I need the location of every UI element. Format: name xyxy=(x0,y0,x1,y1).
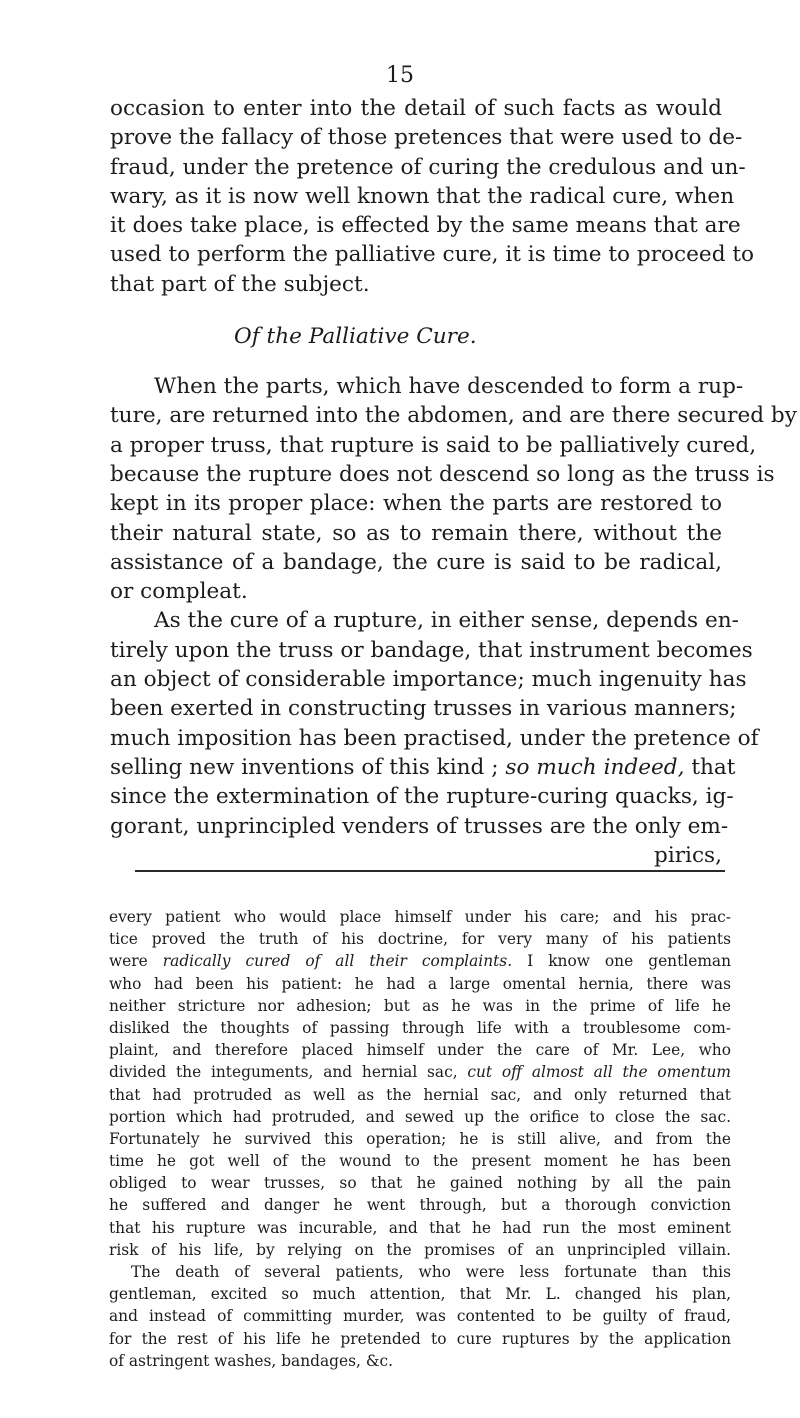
footnote-line: who had been his patient: he had a large omental hernia, there was xyxy=(109,974,731,993)
text-line: When the parts, which have descended to form a rup- xyxy=(154,374,744,400)
text-line: kept in its proper place: when the parts are restored to xyxy=(110,491,722,517)
footnote-line: obliged to wear trusses, so that he gained nothing by all the pain xyxy=(109,1174,731,1193)
text-line: fraud, under the pretence of curing the credulous and un- xyxy=(110,154,746,180)
footnote-line: that his rupture was incurable, and that he had run the most eminent xyxy=(109,1218,731,1237)
text-line: an object of considerable importance; much ingenuity has xyxy=(110,667,747,693)
page-number: 15 xyxy=(386,63,414,88)
footnote-line: portion which had protruded, and sewed up the orifice to close the sac. xyxy=(109,1107,731,1126)
footnote-line: he suffered and danger he went through, but a thorough conviction xyxy=(109,1196,731,1215)
text-line: used to perform the palliative cure, it is time to proceed to xyxy=(110,242,755,268)
footnote-line: time he got well of the wound to the present moment he has been xyxy=(109,1152,731,1171)
italic-emphasis: so much indeed, xyxy=(505,754,685,780)
footnote-line-with-italic xyxy=(109,1061,731,1083)
footnote-line-with-italic xyxy=(109,950,731,972)
section-heading: Of the Palliative Cure. xyxy=(234,324,477,350)
footnote-line: Fortunately he survived this operation; he is still alive, and from the xyxy=(109,1129,731,1148)
footnote-line: every patient who would place himself under his care; and his prac- xyxy=(109,908,731,926)
text-line: been exerted in constructing trusses in various manners; xyxy=(110,696,737,722)
footnote-line: that had protruded as well as the hernial sac, and only returned that xyxy=(109,1085,731,1104)
text-line: or compleat. xyxy=(110,579,248,605)
paragraph-truss-importance xyxy=(110,606,759,870)
text-line: prove the fallacy of those pretences that were used to de- xyxy=(110,125,743,151)
footnote-line: plaint, and therefore placed himself under the care of Mr. Lee, who xyxy=(109,1041,731,1060)
footnote-divider xyxy=(135,870,725,872)
text-line: gorant, unprincipled venders of trusses are the only em- xyxy=(110,813,729,839)
footnote xyxy=(109,906,731,1372)
text-line-with-italic xyxy=(110,753,736,782)
text-line: much imposition has been practised, under the pretence of xyxy=(110,725,759,751)
text-line: ture, are returned into the abdomen, and are there secured by xyxy=(110,403,797,429)
text-line: because the rupture does not descend so long as the truss is xyxy=(110,461,775,487)
footnote-line: for the rest of his life he pretended to cure ruptures by the application xyxy=(109,1329,731,1348)
italic-emphasis: cut off almost all the omentum xyxy=(467,1063,731,1082)
text-run: divided the integuments, and hernial sac, xyxy=(109,1063,468,1082)
footnote-line: of astringent washes, bandages, &c. xyxy=(109,1351,394,1370)
footnote-line: risk of his life, by relying on the promises of an unprincipled villain. xyxy=(109,1240,731,1259)
text-line: occasion to enter into the detail of such facts as would xyxy=(110,96,722,121)
footnote-line: The death of several patients, who were less fortunate than this xyxy=(131,1263,731,1281)
text-line: a proper truss, that rupture is said to be palliatively cured, xyxy=(110,432,757,458)
text-line: As the cure of a rupture, in either sense, depends en- xyxy=(154,608,739,634)
main-text xyxy=(110,94,797,870)
text-run: selling new inventions of this kind ; xyxy=(110,754,506,780)
text-line: since the extermination of the rupture-curing quacks, ig- xyxy=(110,784,734,810)
text-line: assistance of a bandage, the cure is said to be radical, xyxy=(110,549,722,575)
text-line: that part of the subject. xyxy=(110,271,370,297)
italic-emphasis: radically cured of all their complaints. xyxy=(162,952,513,971)
catchword-line: pirics, xyxy=(654,842,722,868)
footnote-line: neither stricture nor adhesion; but as he was in the prime of life he xyxy=(109,996,731,1015)
text-line: wary, as it is now well known that the radical cure, when xyxy=(110,183,735,209)
text-line: it does take place, is effected by the same means that are xyxy=(110,213,741,239)
text-run: I know one gentleman xyxy=(512,952,731,971)
footnote-line: tice proved the truth of his doctrine, for very many of his patients xyxy=(109,930,731,949)
text-run: that xyxy=(684,754,736,780)
footnote-line: and instead of committing murder, was contented to be guilty of fraud, xyxy=(109,1307,731,1326)
text-line: their natural state, so as to remain there, without the xyxy=(110,520,722,546)
footnote-line: gentleman, excited so much attention, that Mr. L. changed his plan, xyxy=(109,1285,731,1304)
footnote-line: disliked the thoughts of passing through life with a troublesome com- xyxy=(109,1018,731,1037)
text-run: were xyxy=(109,952,163,971)
text-line: tirely upon the truss or bandage, that instrument becomes xyxy=(110,637,753,663)
paragraph-palliative-definition xyxy=(110,372,797,606)
paragraph-continuation xyxy=(110,94,755,299)
